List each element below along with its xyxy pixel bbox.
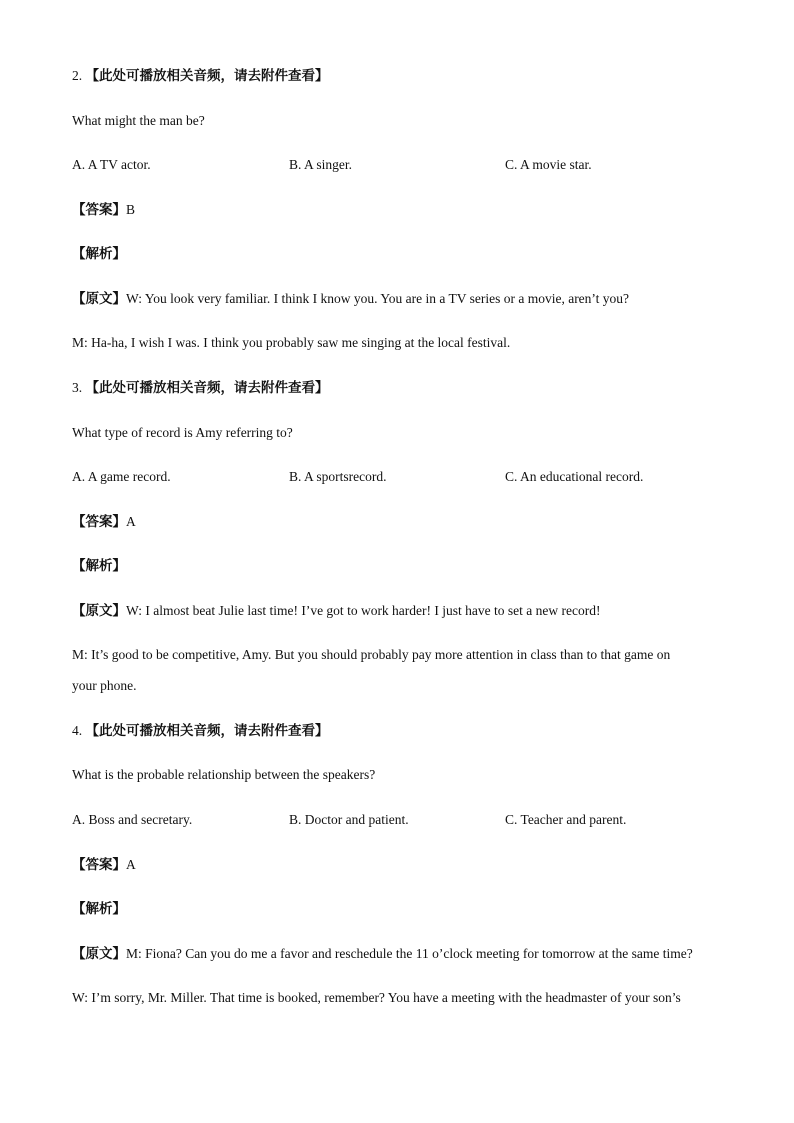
question-number: 2.: [72, 68, 83, 83]
answer-value: A: [126, 857, 136, 872]
question-2-option-c: C. A movie star.: [505, 157, 592, 172]
question-2-answer: [72, 202, 135, 218]
transcript-text: W: You look very familiar. I think I know you. You are in a TV series or a movie, aren’t you?: [126, 291, 630, 306]
answer-label: 【答案】: [72, 857, 126, 873]
audio-note: 【此处可播放相关音频，请去附件查看】: [85, 68, 329, 84]
question-3-transcript-line-2: M: It’s good to be competitive, Amy. But you should probably pay more attention in class than to that game on: [72, 647, 671, 662]
question-4-option-c: C. Teacher and parent.: [505, 812, 627, 827]
question-3-option-a: A. A game record.: [72, 469, 171, 484]
question-3-analysis-label: 【解析】: [72, 558, 126, 574]
question-3-answer: [72, 514, 136, 530]
answer-label: 【答案】: [72, 202, 126, 218]
question-number: 3.: [72, 380, 83, 395]
question-3-option-c: C. An educational record.: [505, 469, 644, 484]
question-4-transcript-line-1: [72, 946, 693, 962]
question-3-transcript-line-3: your phone.: [72, 678, 137, 693]
question-2-transcript-line-2: M: Ha-ha, I wish I was. I think you probably saw me singing at the local festival.: [72, 335, 511, 350]
answer-label: 【答案】: [72, 514, 126, 530]
question-3-prompt: What type of record is Amy referring to?: [72, 425, 293, 440]
question-4-option-b: B. Doctor and patient.: [289, 812, 409, 827]
question-4-header: [72, 723, 329, 739]
question-4-transcript-line-2: W: I’m sorry, Mr. Miller. That time is booked, remember? You have a meeting with the headmaster of your son’s: [72, 990, 681, 1005]
answer-value: B: [126, 202, 136, 217]
question-2-prompt: What might the man be?: [72, 113, 205, 128]
transcript-text: M: Fiona? Can you do me a favor and reschedule the 11 o’clock meeting for tomorrow at the same time?: [126, 946, 693, 961]
question-2-analysis-label: 【解析】: [72, 246, 126, 262]
audio-note: 【此处可播放相关音频，请去附件查看】: [85, 380, 329, 396]
question-2-option-a: A. A TV actor.: [72, 157, 151, 172]
question-4-option-a: A. Boss and secretary.: [72, 812, 193, 827]
question-3-header: [72, 380, 329, 396]
transcript-label: 【原文】: [72, 603, 126, 619]
question-2-option-b: B. A singer.: [289, 157, 353, 172]
transcript-label: 【原文】: [72, 946, 126, 962]
question-number: 4.: [72, 723, 83, 738]
transcript-text: W: I almost beat Julie last time! I’ve got to work harder! I just have to set a new record!: [126, 603, 601, 618]
question-3-transcript-line-1: [72, 603, 600, 619]
question-4-analysis-label: 【解析】: [72, 901, 126, 917]
transcript-label: 【原文】: [72, 291, 126, 307]
question-3-option-b: B. A sportsrecord.: [289, 469, 387, 484]
question-4-prompt: What is the probable relationship between the speakers?: [72, 767, 376, 782]
audio-note: 【此处可播放相关音频，请去附件查看】: [85, 723, 329, 739]
answer-value: A: [126, 514, 136, 529]
question-4-answer: [72, 857, 136, 873]
question-2-header: [72, 68, 329, 84]
question-2-transcript-line-1: [72, 291, 629, 307]
